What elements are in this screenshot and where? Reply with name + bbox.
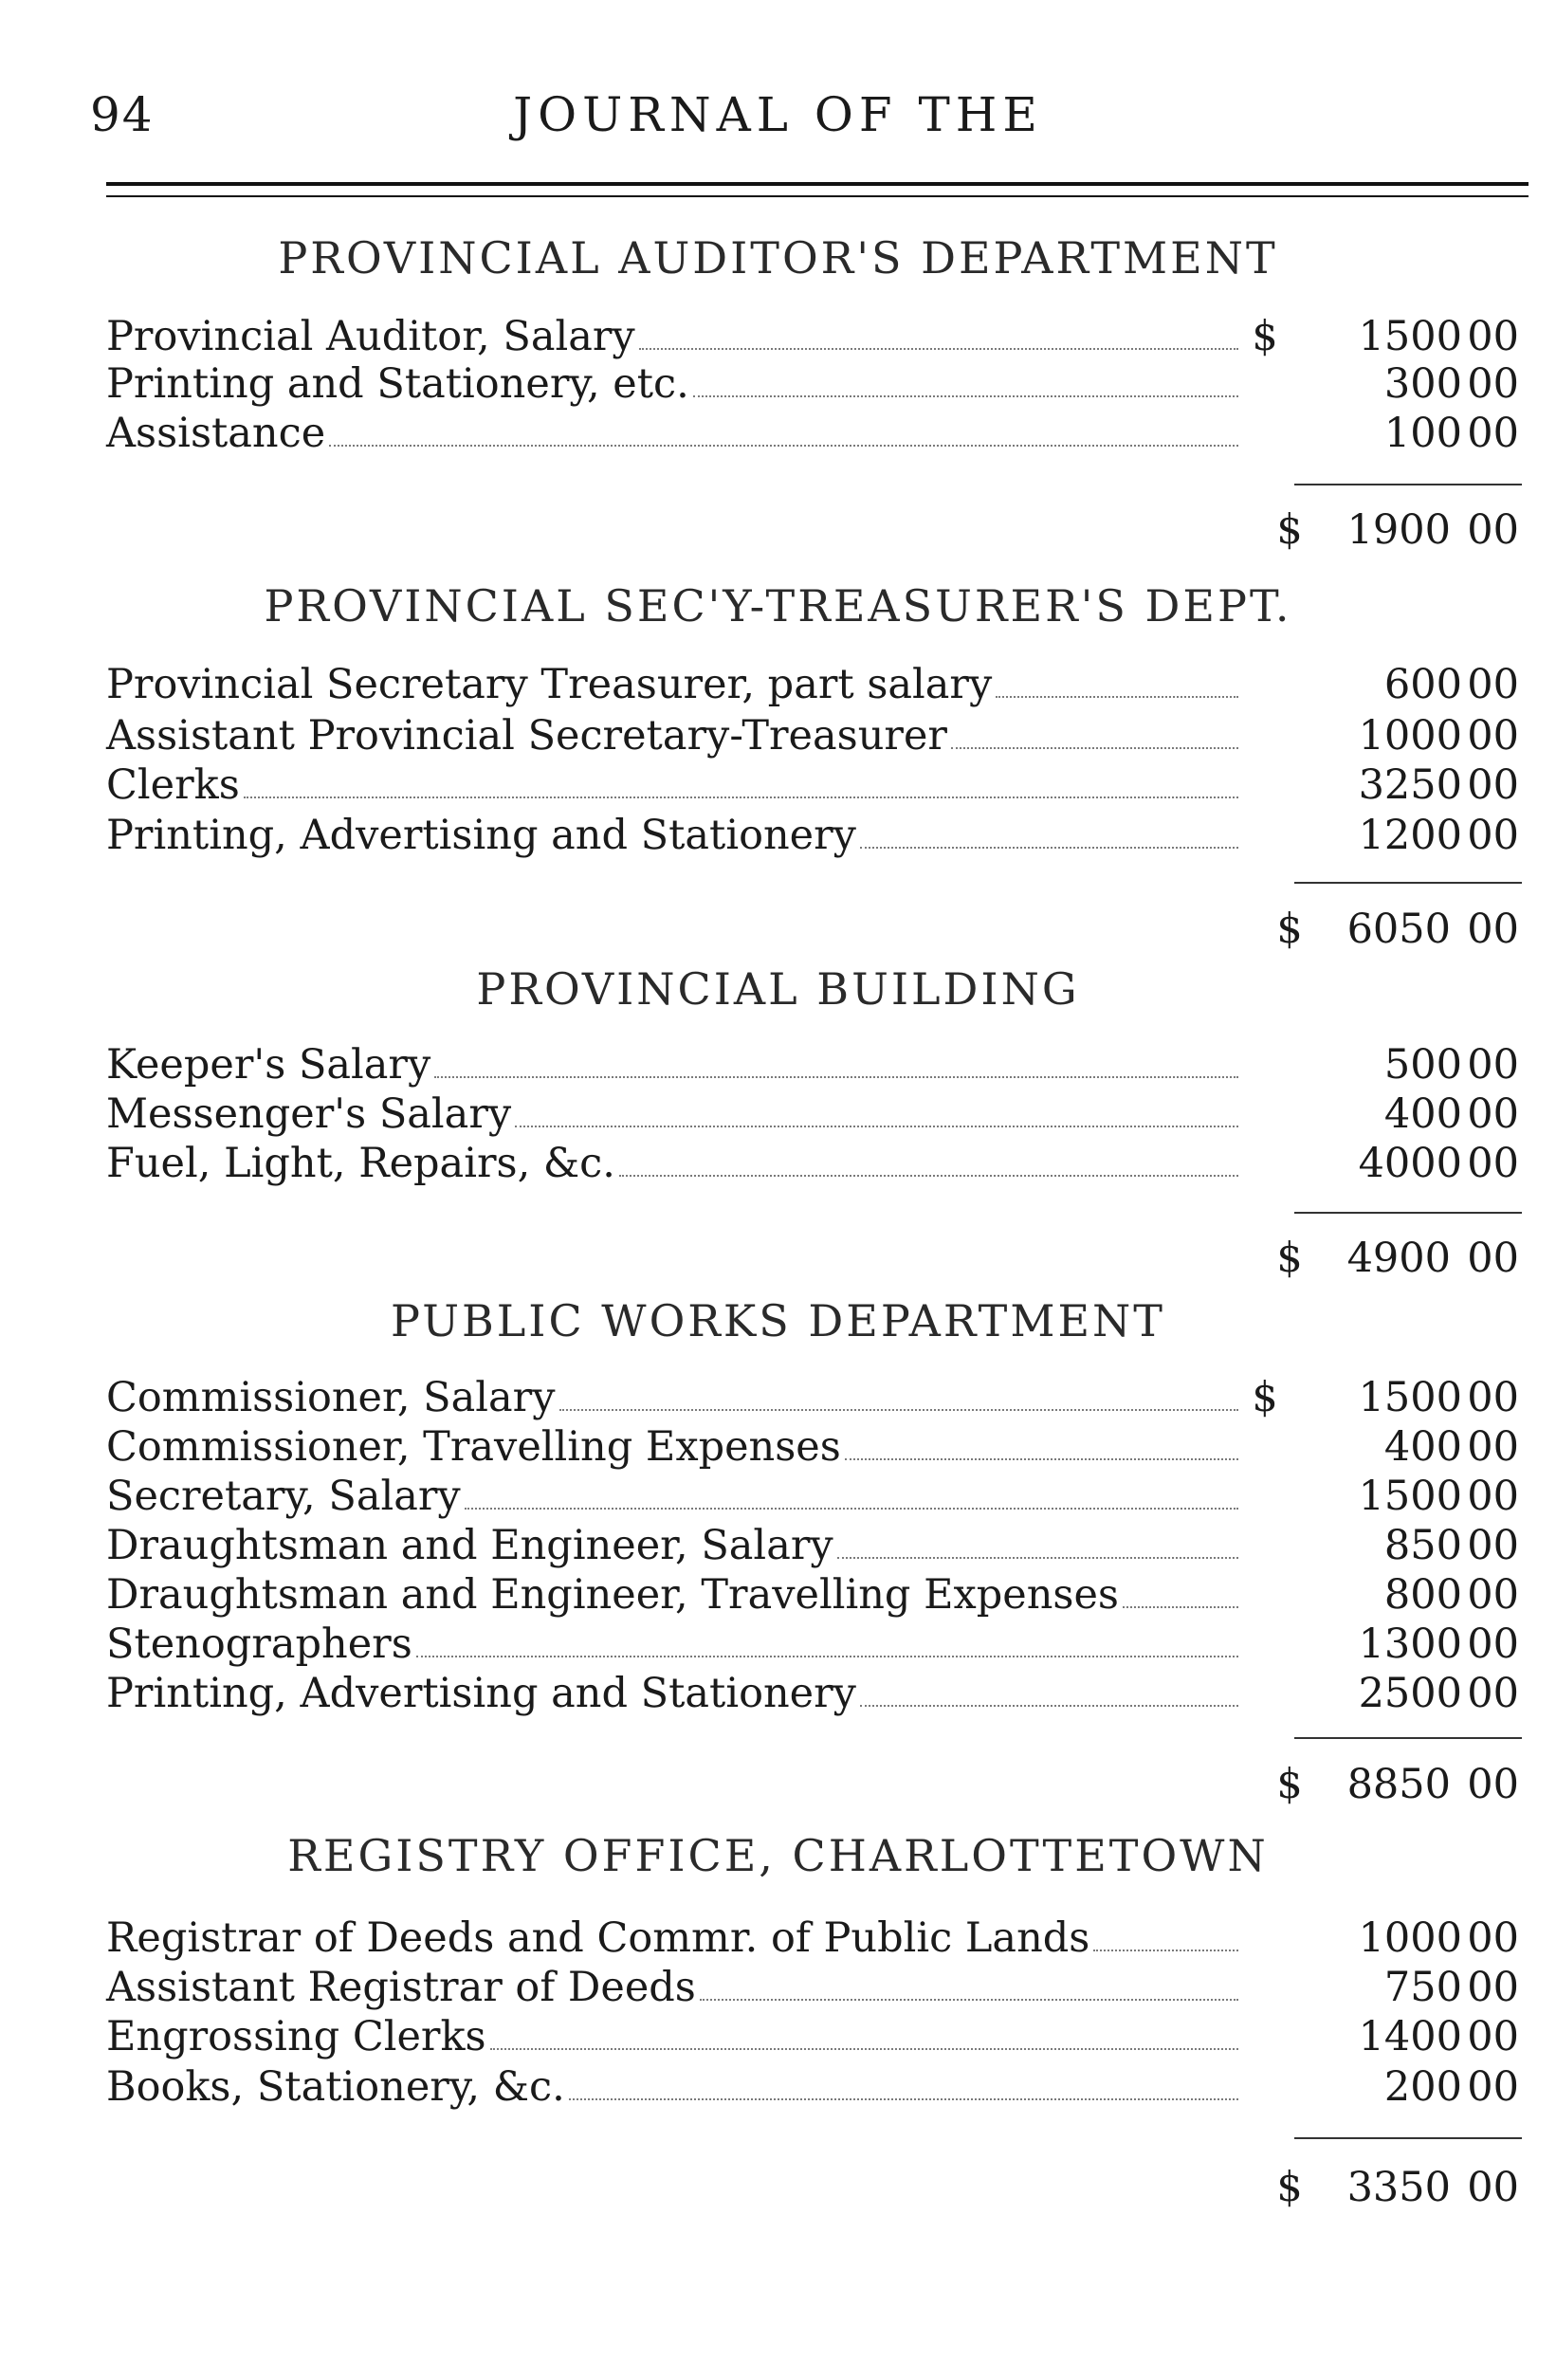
total-cents: 00 <box>1467 906 1519 953</box>
total-amount: 3350 <box>1346 2164 1451 2211</box>
row-cents: 00 <box>1467 1423 1519 1471</box>
total-amount: 1900 <box>1346 506 1451 554</box>
total-rule <box>1294 882 1522 884</box>
leader-dots <box>1123 1576 1238 1608</box>
row-label: Keeper's Salary <box>106 1041 431 1089</box>
leader-dots <box>700 1968 1238 2001</box>
ledger-row <box>106 659 1519 710</box>
total-rule <box>1294 2137 1522 2139</box>
row-amount: 4000 <box>1358 1140 1462 1187</box>
leader-dots <box>329 414 1238 447</box>
row-label: Printing, Advertising and Stationery <box>106 1670 856 1717</box>
ledger-row <box>106 760 1519 811</box>
row-amount: 850 <box>1383 1522 1462 1569</box>
ledger-row <box>106 1039 1519 1090</box>
total-amount: 4900 <box>1346 1235 1451 1282</box>
total-dollar-sign: $ <box>1276 1761 1303 1808</box>
row-cents: 00 <box>1467 812 1519 859</box>
row-amount: 1300 <box>1358 1620 1462 1668</box>
ledger-row <box>106 1138 1519 1189</box>
section-total <box>1271 504 1519 556</box>
row-label: Commissioner, Travelling Expenses <box>106 1423 841 1471</box>
total-cents: 00 <box>1467 1235 1519 1282</box>
leader-dots <box>1093 1919 1238 1951</box>
leader-dots <box>490 2018 1238 2050</box>
ledger-row <box>106 2011 1519 2062</box>
row-label: Commissioner, Salary <box>106 1374 556 1421</box>
leader-dots <box>996 666 1238 698</box>
total-dollar-sign: $ <box>1276 506 1303 554</box>
row-cents: 00 <box>1467 1522 1519 1569</box>
total-cents: 00 <box>1467 2164 1519 2211</box>
row-cents: 00 <box>1467 1620 1519 1668</box>
section-total <box>1271 1759 1519 1810</box>
ledger-row <box>106 1569 1519 1620</box>
leader-dots <box>639 318 1238 350</box>
total-dollar-sign: $ <box>1276 906 1303 953</box>
section-total <box>1271 2162 1519 2213</box>
row-label: Printing and Stationery, etc. <box>106 360 689 408</box>
row-cents: 00 <box>1467 2013 1519 2060</box>
row-cents: 00 <box>1467 712 1519 760</box>
total-amount: 8850 <box>1346 1761 1451 1808</box>
leader-dots <box>860 1675 1238 1707</box>
ledger-row <box>106 1962 1519 2013</box>
row-label: Assistance <box>106 410 326 457</box>
row-amount: 1200 <box>1358 812 1462 859</box>
row-label: Engrossing Clerks <box>106 2013 486 2060</box>
row-cents: 00 <box>1467 2063 1519 2111</box>
leader-dots <box>569 2068 1238 2100</box>
section-title: PROVINCIAL SEC'Y-TREASURER'S DEPT. <box>264 580 1292 632</box>
row-amount: 2500 <box>1358 1670 1462 1717</box>
row-amount: 1400 <box>1358 2013 1462 2060</box>
total-rule <box>1294 1737 1522 1739</box>
row-label: Provincial Secretary Treasurer, part salary <box>106 661 993 708</box>
row-cents: 00 <box>1467 661 1519 708</box>
leader-dots <box>860 816 1238 849</box>
leader-dots <box>693 365 1238 397</box>
total-cents: 00 <box>1467 1761 1519 1808</box>
row-label: Stenographers <box>106 1620 412 1668</box>
ledger-row <box>106 1668 1519 1719</box>
row-amount: 400 <box>1383 1423 1462 1471</box>
section-title: REGISTRY OFFICE, CHARLOTTETOWN <box>287 1830 1269 1881</box>
row-cents: 00 <box>1467 1964 1519 2011</box>
row-cents: 00 <box>1467 1041 1519 1089</box>
row-amount: 400 <box>1383 1090 1462 1138</box>
row-cents: 00 <box>1467 1140 1519 1187</box>
section-total <box>1271 1233 1519 1284</box>
row-label: Messenger's Salary <box>106 1090 512 1138</box>
leader-dots <box>951 717 1238 749</box>
row-cents: 00 <box>1467 1374 1519 1421</box>
row-label: Fuel, Light, Repairs, &c. <box>106 1140 615 1187</box>
row-amount: 800 <box>1383 1571 1462 1619</box>
row-cents: 00 <box>1467 761 1519 809</box>
row-label: Registrar of Deeds and Commr. of Public Lands <box>106 1914 1090 1962</box>
ledger-row <box>106 311 1519 362</box>
row-cents: 00 <box>1467 1571 1519 1619</box>
row-amount: 100 <box>1383 410 1462 457</box>
row-cents: 00 <box>1467 313 1519 360</box>
row-label: Clerks <box>106 761 240 809</box>
row-label: Provincial Auditor, Salary <box>106 313 635 360</box>
section-title: PROVINCIAL AUDITOR'S DEPARTMENT <box>278 232 1278 284</box>
ledger-row <box>106 810 1519 861</box>
row-cents: 00 <box>1467 1090 1519 1138</box>
row-dollar-sign: $ <box>1252 313 1278 360</box>
ledger-row <box>106 1372 1519 1423</box>
ledger-row <box>106 408 1519 459</box>
total-dollar-sign: $ <box>1276 1235 1303 1282</box>
row-amount: 200 <box>1383 2063 1462 2111</box>
row-amount: 500 <box>1383 1041 1462 1089</box>
leader-dots <box>559 1379 1238 1411</box>
row-amount: 3250 <box>1358 761 1462 809</box>
ledger-row <box>106 1471 1519 1522</box>
row-label: Books, Stationery, &c. <box>106 2063 565 2111</box>
running-title: JOURNAL OF THE <box>513 87 1043 142</box>
row-label: Draughtsman and Engineer, Travelling Expenses <box>106 1571 1119 1619</box>
row-amount: 300 <box>1383 360 1462 408</box>
row-label: Assistant Registrar of Deeds <box>106 1964 696 2011</box>
header-rule-thin <box>106 195 1529 197</box>
leader-dots <box>244 766 1238 798</box>
row-amount: 1500 <box>1358 313 1462 360</box>
total-amount: 6050 <box>1346 906 1451 953</box>
section-total <box>1271 904 1519 955</box>
row-label: Secretary, Salary <box>106 1473 461 1520</box>
row-dollar-sign: $ <box>1252 1374 1278 1421</box>
ledger-row <box>106 1520 1519 1571</box>
ledger-row <box>106 1913 1519 1964</box>
row-amount: 1500 <box>1358 1473 1462 1520</box>
row-cents: 00 <box>1467 1473 1519 1520</box>
row-amount: 1000 <box>1358 1914 1462 1962</box>
leader-dots <box>515 1095 1238 1127</box>
ledger-row <box>106 1089 1519 1140</box>
row-cents: 00 <box>1467 1914 1519 1962</box>
ledger-row <box>106 710 1519 761</box>
row-amount: 600 <box>1383 661 1462 708</box>
total-dollar-sign: $ <box>1276 2164 1303 2211</box>
leader-dots <box>619 1144 1238 1177</box>
ledger-row <box>106 1619 1519 1670</box>
total-rule <box>1294 1212 1522 1214</box>
row-amount: 750 <box>1383 1964 1462 2011</box>
ledger-row <box>106 358 1519 410</box>
total-rule <box>1294 484 1522 485</box>
ledger-row <box>106 2061 1519 2113</box>
section-title: PUBLIC WORKS DEPARTMENT <box>391 1295 1165 1346</box>
row-cents: 00 <box>1467 360 1519 408</box>
ledger-row <box>106 1421 1519 1473</box>
total-cents: 00 <box>1467 506 1519 554</box>
section-title: PROVINCIAL BUILDING <box>476 963 1080 1015</box>
page-number: 94 <box>90 87 155 142</box>
row-label: Draughtsman and Engineer, Salary <box>106 1522 833 1569</box>
row-amount: 1500 <box>1358 1374 1462 1421</box>
row-amount: 1000 <box>1358 712 1462 760</box>
row-cents: 00 <box>1467 1670 1519 1717</box>
header-rule-thick <box>106 182 1529 186</box>
leader-dots <box>845 1428 1238 1460</box>
leader-dots <box>434 1046 1238 1078</box>
leader-dots <box>465 1477 1238 1510</box>
leader-dots <box>837 1527 1238 1559</box>
leader-dots <box>416 1625 1238 1657</box>
row-label: Printing, Advertising and Stationery <box>106 812 856 859</box>
row-label: Assistant Provincial Secretary-Treasurer <box>106 712 947 760</box>
row-cents: 00 <box>1467 410 1519 457</box>
